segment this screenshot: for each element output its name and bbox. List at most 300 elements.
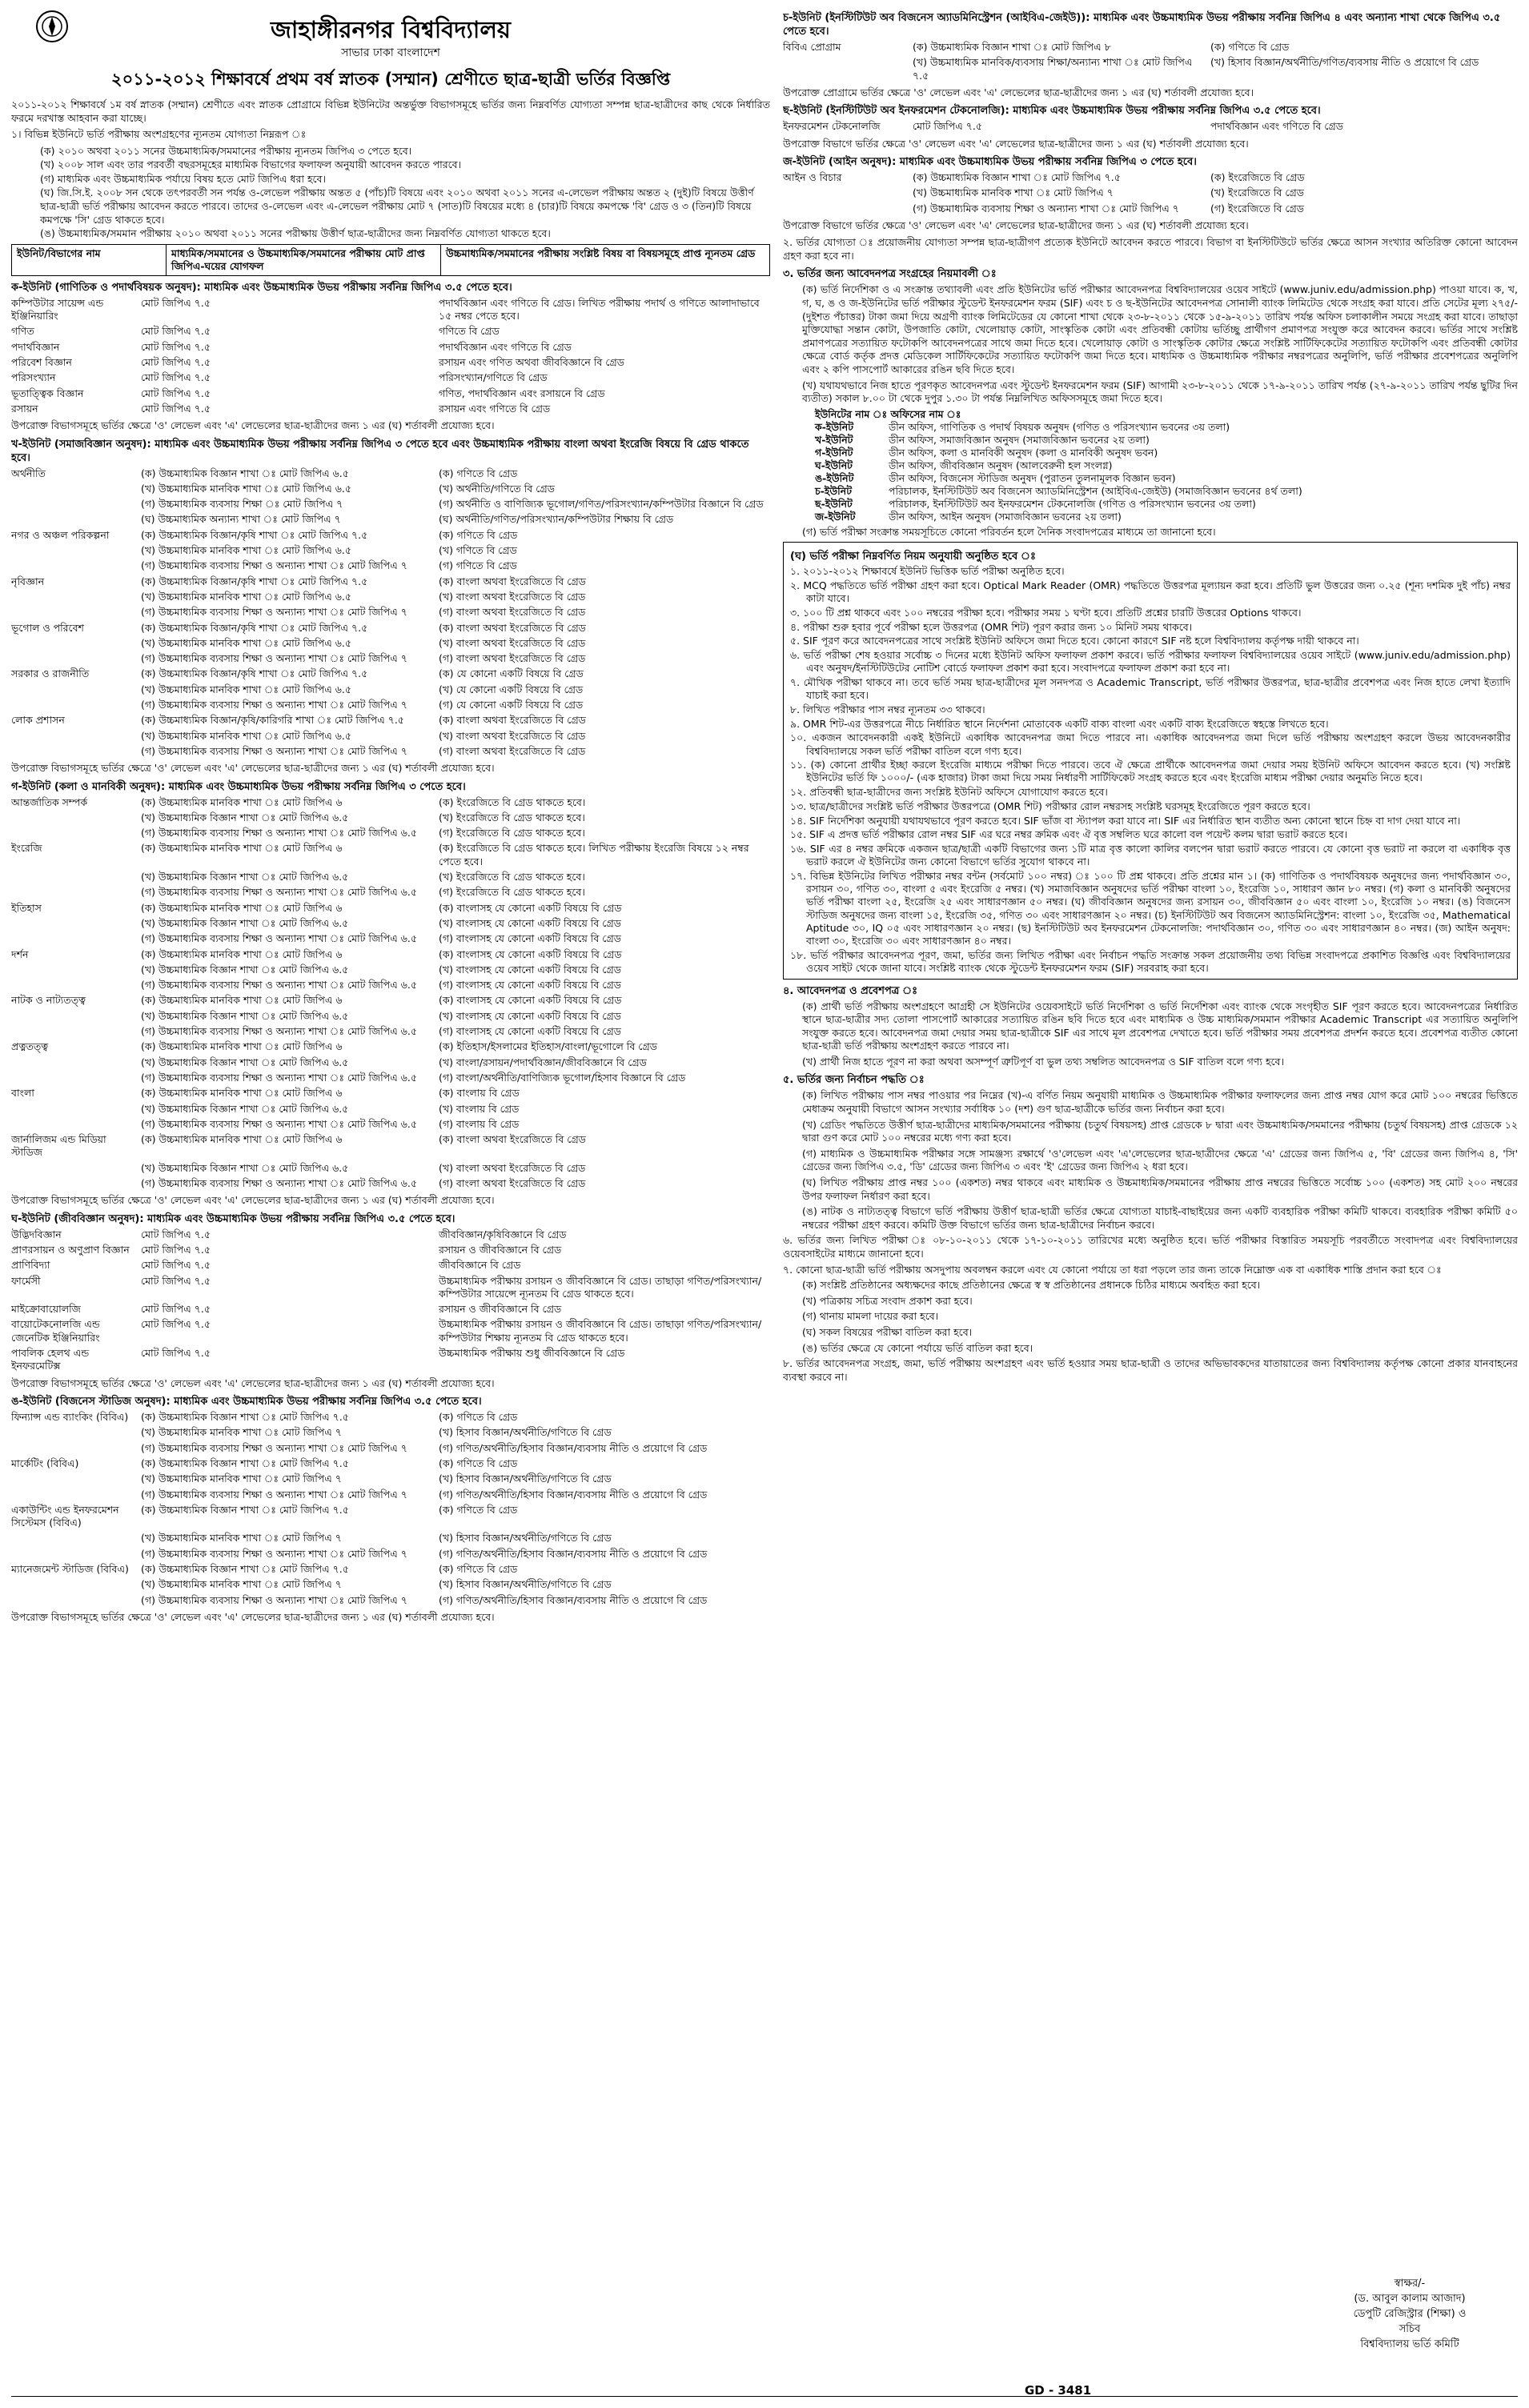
- grade-requirement: (গ) বাংলা অথবা ইংরেজিতে বি গ্রেড: [439, 652, 586, 665]
- department-name: [11, 683, 131, 696]
- grade-requirement: (গ) অর্থনীতি ও বাণিজ্যিক ভূগোল/গণিত/পরিসংখ্যান/কম্পিউটার বিজ্ঞানে বি গ্রেড: [439, 498, 764, 511]
- rule-item: ১০. একজন আবেদনকারী একই ইউনিটে একাধিক আবেদনপত্র জমা দিতে পারবে না। একাধিক আবেদনপত্র জমা দিলে ভর্তি পরীক্ষায় অংশগ্রহণ করলে উভয় আবেদনকারীর বিশ্ববিদ্যালয়ে সকল ভর্তি পরীক্ষা বাতিল বলে গণ্য হবে।: [790, 731, 1511, 757]
- selection-item: (ক) লিখিত পরীক্ষায় পাস নম্বর পাওয়ার পর নিম্নের (খ)-এ বর্ণিত নিয়ম অনুযায়ী মাধ্যমিক ও উচ্চমাধ্যমিক পরীক্ষার ফলাফলের জন্য প্রাপ্ত নম্বর যোগ করে মোট ১০০ নম্বরের ভিত্তিতে মেধাক্রম অনুযায়ী বিভাগে আসন সংখ্যার সর্বাধিক ১০ (দশ) গুণ ছাত্র-ছাত্রীকে ভর্তির জন্য নির্বাচন করা হবে।: [802, 1089, 1518, 1116]
- gpa-requirement: (খ) উচ্চমাধ্যমিক মানবিক শাখা ঃ মোট জিপিএ ৭: [141, 1472, 342, 1485]
- table-row: [11, 1472, 770, 1485]
- grade-requirement: (গ) গণিত/অর্থনীতি/হিসাব বিজ্ঞান/ব্যবসায় নীতি ও প্রয়োগে বি গ্রেড: [439, 1593, 708, 1606]
- table-row: [11, 1118, 770, 1131]
- table-row: [11, 575, 770, 588]
- department-name: বায়োটেকনোলজি এন্ড জেনেটিক ইঞ্জিনিয়ারিং: [11, 1318, 100, 1344]
- gpa-requirement: (খ) উচ্চমাধ্যমিক বিজ্ঞান শাখা ঃ মোট জিপিএ ৬.৫: [141, 811, 349, 823]
- table-row: [11, 1426, 770, 1439]
- table-row: [11, 730, 770, 743]
- department-name: [11, 1072, 131, 1084]
- grade-requirement: (গ) গণিতে বি গ্রেড: [439, 559, 517, 572]
- point-4a: (ক) প্রার্থী ভর্তি পরীক্ষায় অংশগ্রহণে আগ্রহী সে ইউনিটের ওয়েবসাইটে ভর্তি নির্দেশিকা ও ভর্তি নির্দেশিকা এবং ব্যাংক থেকে সংগৃহীত SIF পূরণ করতে হবে। আবেদনপত্রের নির্ধারিত স্থানে ছাত্র-ছাত্রীর সদ্য তোলা পাসপোর্ট আকারের সত্যায়িত রঙিন ছবি দিতে হবে এবং মাধ্যমিক ও উচ্চ মাধ্যমিক/সমমান পরীক্ষার Academic Transcript এর সত্যায়িত অনুলিপি সংযুক্ত করতে হবে। আবেদনপত্র জমা দেয়ার সময় ছাত্র-ছাত্রীকে SIF এর সাথে মূল প্রবেশপত্র দেখাতে হবে। ভর্তি পরীক্ষার সময় প্রবেশপত্র প্রদর্শন করতে হবে। প্রবেশপত্র ব্যতীত কোনো ছাত্র-ছাত্রী ভর্তি পরীক্ষায় অংশগ্রহণ করতে পারবে না।: [802, 1000, 1518, 1052]
- department-name: গণিত: [11, 325, 34, 338]
- unit-title: ঘ-ইউনিট (জীববিজ্ঞান অনুষদ): মাধ্যমিক এবং উচ্চমাধ্যমিক উভয় পরীক্ষায় সর্বনিম্ন জিপিএ ৩.৫ পেতে হবে।: [11, 1212, 455, 1225]
- table-row: [11, 1056, 770, 1069]
- gpa-requirement: (ক) উচ্চমাধ্যমিক বিজ্ঞান/কৃষি শাখা ঃ মোট জিপিএ ৭.৫: [141, 667, 368, 680]
- department-name: মার্কেটিং (বিবিএ): [11, 1456, 79, 1469]
- right-column: [783, 6, 1518, 2397]
- gpa-requirement: (ক) উচ্চমাধ্যমিক মানবিক শাখা ঃ মোট জিপিএ ৬: [141, 948, 343, 960]
- office-row: [815, 511, 1518, 523]
- gpa-requirement: (গ) উচ্চমাধ্যমিক ব্যবসায় শিক্ষা ও অন্যান্য শাখা ঃ মোট জিপিএ ৭: [141, 698, 407, 711]
- gpa-requirement: (খ) উচ্চমাধ্যমিক মানবিক/ব্যবসায় শিক্ষা/অন্যান্য শাখা ঃ মোট জিপিএ ৭.৫: [913, 56, 1193, 82]
- gpa-requirement: (গ) উচ্চমাধ্যমিক ব্যবসায় শিক্ষা ও অন্যান্য শাখা ঃ মোট জিপিএ ৭: [913, 202, 1179, 214]
- table-row: [11, 811, 770, 824]
- department-name: [11, 1056, 131, 1069]
- department-name: নাটক ও নাট্যতত্ত্ব: [11, 994, 86, 1007]
- grade-requirement: (ক) যে কোনো একটি বিষয়ে বি গ্রেড: [439, 667, 584, 680]
- table-row: [11, 622, 770, 635]
- unit-section: [11, 1395, 770, 1624]
- table-row: [783, 202, 1518, 215]
- grade-requirement: (খ) ইংরেজিতে বি গ্রেড থাকতে হবে।: [439, 811, 585, 823]
- department-name: নৃবিজ্ঞান: [11, 575, 45, 587]
- gpa-requirement: (খ) উচ্চমাধ্যমিক মানবিক শাখা ঃ মোট জিপিএ ৬.৫: [141, 544, 352, 557]
- gpa-requirement: (ক) উচ্চমাধ্যমিক মানবিক শাখা ঃ মোট জিপিএ ৬: [141, 795, 343, 808]
- grade-requirement: (খ) বাংলা অথবা ইংরেজিতে বি গ্রেড: [439, 729, 586, 742]
- table-row: [11, 637, 770, 650]
- department-name: [11, 637, 131, 650]
- table-row: [11, 964, 770, 976]
- office-name: ডীন অফিস, গাণিতিক ও পদার্থ বিষয়ক অনুষদ (গণিত ও পরিসংখ্যান ভবনের ৩য় তলা): [889, 420, 1230, 433]
- gpa-requirement: (গ) উচ্চমাধ্যমিক ব্যবসায় শিক্ষা ও অন্যান্য শাখা ঃ মোট জিপিএ ৬.৫: [141, 886, 417, 899]
- grade-requirement: (ক) গণিতে বি গ্রেড: [1210, 41, 1290, 53]
- department-name: [11, 652, 131, 665]
- gpa-requirement: মোট জিপিএ ৭.৫: [141, 296, 211, 309]
- grade-requirement: রসায়ন ও জীববিজ্ঞানে বি গ্রেড: [439, 1303, 562, 1316]
- grade-requirement: (ক) বাংলাসহ যে কোনো একটি বিষয়ে বি গ্রেড: [439, 994, 622, 1007]
- gpa-requirement: (গ) উচ্চমাধ্যমিক ব্যবসায় শিক্ষা ও অন্যান্য শাখা ঃ মোট জিপিএ ৬.৫: [141, 979, 417, 992]
- signature-mark: স্বাক্ষর/-: [1394, 2278, 1426, 2290]
- office-unit: ঙ-ইউনিট: [815, 471, 854, 484]
- unit-note: উপরোক্ত বিভাগসমূহে ভর্তির ক্ষেত্রে 'ও' লেভেল এবং 'এ' লেভেলের ছাত্র-ছাত্রীদের জন্য ১ এর (ঘ) শর্তাবলী প্রযোজ্য হবে।: [11, 419, 495, 432]
- table-row: [11, 467, 770, 480]
- offices-list: [815, 421, 1518, 523]
- table-row: [11, 1303, 770, 1316]
- table-row: [11, 1347, 770, 1373]
- gpa-requirement: (ক) উচ্চমাধ্যমিক মানবিক শাখা ঃ মোট জিপিএ ৬: [141, 1133, 343, 1146]
- unit-note: উপরোক্ত বিভাগসমূহে ভর্তির ক্ষেত্রে 'ও' লেভেল এবং 'এ' লেভেলের ছাত্র-ছাত্রীদের জন্য ১ এর (ঘ) শর্তাবলী প্রযোজ্য হবে।: [11, 1376, 495, 1389]
- table-row: [11, 513, 770, 526]
- eligibility-item: (ঙ) উচ্চমাধ্যমিক/সমমান পরীক্ষায় ২০১০ অথবা ২০১১ সনের পরীক্ষায় উত্তীর্ণ ছাত্র-ছাত্রীদের জন্য নিম্নবর্ণিত যোগ্যতা থাকতে হবে।: [40, 227, 551, 240]
- gpa-requirement: (ক) উচ্চমাধ্যমিক বিজ্ঞান/কৃষি শাখা ঃ মোট জিপিএ ৭.৫: [141, 528, 368, 541]
- point-3-title: ৩. ভর্তির জন্য আবেদনপত্র সংগ্রহের নিয়মাবলী ঃ: [783, 268, 997, 281]
- gpa-requirement: (খ) উচ্চমাধ্যমিক মানবিক শাখা ঃ মোট জিপিএ ৬.৫: [141, 636, 352, 649]
- grade-requirement: (গ) ইংরেজিতে বি গ্রেড থাকতে হবে।: [439, 886, 585, 899]
- gd-number: GD - 3481: [1025, 2383, 1092, 2398]
- gpa-requirement: মোট জিপিএ ৭.৫: [141, 340, 211, 353]
- unit-chh-note: উপরোক্ত বিভাগে ভর্তির ক্ষেত্রে 'ও' লেভেল এবং 'এ' লেভেলের ছাত্র-ছাত্রীদের জন্য ১ এর (ঘ) শর্তাবলী প্রযোজ্য হবে।: [783, 137, 1249, 150]
- gpa-requirement: (ক) উচ্চমাধ্যমিক মানবিক শাখা ঃ মোট জিপিএ ৬: [141, 901, 343, 914]
- university-address: সাভার ঢাকা বাংলাদেশ: [341, 46, 440, 59]
- gpa-requirement: মোট জিপিএ ৭.৫: [141, 1347, 211, 1360]
- department-name: রসায়ন: [11, 402, 38, 415]
- unit-note: উপরোক্ত বিভাগসমূহে ভর্তির ক্ষেত্রে 'ও' লেভেল এবং 'এ' লেভেলের ছাত্র-ছাত্রীদের জন্য ১ এর (ঘ) শর্তাবলী প্রযোজ্য হবে।: [11, 1194, 495, 1207]
- table-row: [11, 1442, 770, 1455]
- department-name: [11, 1162, 131, 1175]
- department-name: [11, 483, 131, 495]
- department-name: প্রাণরসায়ন ও অণুপ্রাণ বিজ্ঞান: [11, 1244, 130, 1256]
- gpa-requirement: (খ) উচ্চমাধ্যমিক মানবিক শাখা ঃ মোট জিপিএ ৬.৫: [141, 683, 352, 695]
- table-row: [11, 745, 770, 758]
- point-3a: (ক) ভর্তি নির্দেশিকা ও এ সংক্রান্ত তথ্যাবলী এবং প্রতি ইউনিটের ভর্তি পরীক্ষার আবেদনপত্র বিশ্ববিদ্যালয়ের ওয়েব সাইটে (www.juniv.edu/admission.php) পাওয়া যাবে। ক, খ, গ, ঘ, ঙ ও জ-ইউনিটের ভর্তি পরীক্ষার স্টুডেন্ট ইনফরমেশন ফরম (SIF) এবং চ ও ছ-ইউনিটের আবেদনপত্র সোনালী ব্যাংক লিমিটেড থেকে সংগ্রহ করা যাবে। প্রতি সেটের মূল্য ২৭৫/- (দুইশত পঁচাত্তর) টাকা জমা দিয়ে অগ্রণী ব্যাংক লিমিটেডের যে কোনো শাখা থেকে ২৩-৮-২০১১ থেকে ১৫-৯-২০১১ তারিখ পর্যন্ত অফিস চলাকালীন সময়ে সংগ্রহ করা যাবে। তাছাড়া মুক্তিযোদ্ধা সন্তান কোটা, উপজাতি কোটা, খেলোয়াড় কোটা, সাংস্কৃতিক কোটা এবং প্রতিবন্ধী কোটায় ভর্তিচ্ছু প্রার্থীগণ প্রমাণপত্র সংযুক্ত করে আবেদন করবে। ভর্তির সাথে সংশ্লিষ্ট প্রমাণপত্রের সত্যায়িত ফটোকপি আবেদনপত্রের সাথে জমা দিতে হবে। খেলোয়াড় কোটা ও সাংস্কৃতিক কোটার ক্ষেত্রে সংশ্লিষ্ট সার্টিফিকেটের সত্যায়িত ফটোকপি এবং প্রতিবন্ধী কোটার ক্ষেত্রে বোর্ড কর্তৃক প্রদত্ত মেডিকেল সার্টিফিকেটের সত্যায়িত ফটোকপি জমা দিতে হবে। মাধ্যমিক ও উচ্চমাধ্যমিক পরীক্ষার নম্বরপত্রের অনুলিপি, ভর্তি পরীক্ষার প্রবেশপত্রের অনুলিপি এবং ২ কপি পাসপোর্ট আকারের রঙিন ছবি দিতে হবে।: [802, 283, 1518, 376]
- signature-block: [1318, 2276, 1502, 2352]
- grade-requirement: রসায়ন এবং গণিতে বি গ্রেড: [439, 402, 551, 415]
- grade-requirement: (খ) হিসাব বিজ্ঞান/অর্থনীতি/গণিতে বি গ্রেড: [439, 1578, 612, 1591]
- department-name: ভূগোল ও পরিবেশ: [11, 621, 84, 634]
- gpa-requirement: মোট জিপিএ ৭.৫: [141, 325, 211, 338]
- unit-ch-title: চ-ইউনিট (ইনস্টিটিউট অব বিজনেস অ্যাডমিনিস্ট্রেশন (আইবিএ-জেইউ)): মাধ্যমিক এবং উচ্চমাধ্যমিক উভয় পরীক্ষায় সর্বনিম্ন জিপিএ ৪ এবং অন্যান্য শাখা থেকে জিপিএ ৩.৫ পেতে হবে।: [783, 12, 1501, 38]
- grade-requirement: (ক) গণিতে বি গ্রেড: [439, 528, 518, 541]
- department-name: [783, 56, 903, 82]
- gpa-requirement: (গ) উচ্চমাধ্যমিক ব্যবসায় শিক্ষা ও অন্যান্য শাখা ঃ মোট জিপিএ ৬.৫: [141, 1071, 417, 1084]
- office-unit: চ-ইউনিট: [815, 484, 853, 497]
- unit-note: উপরোক্ত বিভাগসমূহে ভর্তির ক্ষেত্রে 'ও' লেভেল এবং 'এ' লেভেলের ছাত্র-ছাত্রীদের জন্য ১ এর (ঘ) শর্তাবলী প্রযোজ্য হবে।: [11, 1610, 495, 1623]
- table-row: [11, 652, 770, 665]
- grade-requirement: জীববিজ্ঞানে বি গ্রেড: [439, 1259, 521, 1272]
- rule-item: ১১. (ক) কোনো প্রার্থীর ইচ্ছা করলে ইংরেজি মাধ্যমে পরীক্ষা দিতে পারবে। তবে ঐ ক্ষেত্রে প্রার্থীকে আবেদনপত্র জমা দেয়ার সময় ইউনিট অফিসে আবেদন করতে হবে। (খ) সংশ্লিষ্ট ইউনিটের ভর্তি ফি ১০০০/- (এক হাজার) টাকা জমা দিয়ে সময় নির্ধারণী সার্টিফিকেট সংগ্রহ করতে হবে এবং ইংরেজি মাধ্যম পরীক্ষা দেয়ার অনুমতি নিতে হবে।: [790, 759, 1511, 784]
- grade-requirement: গণিত, পদার্থবিজ্ঞান এবং রসায়নে বি গ্রেড: [439, 387, 605, 399]
- gpa-requirement: (গ) উচ্চমাধ্যমিক ব্যবসায় শিক্ষা ও অন্যান্য শাখা ঃ মোট জিপিএ ৬.৫: [141, 1025, 417, 1038]
- eligibility-heading: ১। বিভিন্ন ইউনিটে ভর্তি পরীক্ষায় অংশগ্রহণের ন্যূনতম যোগ্যতা নিম্নরূপ ঃ: [11, 128, 307, 140]
- unit-section: [11, 1212, 770, 1390]
- table-header-grade: উচ্চমাধ্যমিক/সমমানের পরীক্ষায় সংশ্লিষ্ট বিষয় বা বিষয়সমূহে প্রাপ্ত ন্যূনতম গ্রেড: [441, 244, 770, 275]
- department-name: মাইক্রোবায়োলজি: [11, 1303, 81, 1316]
- department-name: [11, 1594, 131, 1607]
- grade-requirement: উচ্চমাধ্যমিক পরীক্ষায় শুধু জীববিজ্ঞানে বি গ্রেড: [439, 1347, 625, 1360]
- grade-requirement: (খ) বাংলাসহ যে কোনো একটি বিষয়ে বি গ্রেড: [439, 916, 621, 929]
- department-name: পরিসংখ্যান: [11, 371, 56, 384]
- gpa-requirement: (ক) উচ্চমাধ্যমিক বিজ্ঞান/কৃষি শাখা ঃ মোট জিপিএ ৭.৫: [141, 575, 368, 587]
- gpa-requirement: (গ) উচ্চমাধ্যমিক ব্যবসায় শিক্ষা ও অন্যান্য শাখা ঃ মোট জিপিএ ৭: [141, 559, 407, 572]
- gpa-requirement: (গ) উচ্চমাধ্যমিক ব্যবসায় শিক্ষা ও অন্যান্য শাখা ঃ মোট জিপিএ ৬.৫: [141, 827, 417, 839]
- grade-requirement: পরিসংখ্যান/গণিতে বি গ্রেড: [439, 371, 548, 384]
- department-name: লোক প্রশাসন: [11, 714, 65, 727]
- gpa-requirement: মোট জিপিএ ৭.৫: [141, 1318, 211, 1331]
- department-name: জার্নালিজম এন্ড মিডিয়া স্টাডিজ: [11, 1133, 106, 1159]
- unit-rows: [11, 1228, 770, 1373]
- table-row: [11, 842, 770, 868]
- office-unit: ক-ইউনিট: [815, 420, 854, 433]
- gpa-requirement: (খ) উচ্চমাধ্যমিক মানবিক শাখা ঃ মোট জিপিএ ৭: [913, 186, 1114, 199]
- table-row: [11, 483, 770, 495]
- point-5-list: [802, 1089, 1518, 1232]
- grade-requirement: (ক) গণিতে বি গ্রেড: [439, 1456, 518, 1469]
- unit-chh-title: ছ-ইউনিট (ইনস্টিটিউট অব ইনফরমেশন টেকনোলজি): মাধ্যমিক এবং উচ্চমাধ্যমিক উভয় পরীক্ষায় সর্বনিম্ন জিপিএ ৩.৫ পেতে হবে।: [783, 105, 1321, 118]
- eligibility-item: (গ) মাধ্যমিক এবং উচ্চমাধ্যমিক পর্যায়ে বিষয় হতে মোট জিপিএ ধরা হবে।: [40, 172, 326, 185]
- office-name: ডীন অফিস, সমাজবিজ্ঞান অনুষদ (সমাজবিজ্ঞান ভবনের ২য় তলা): [889, 433, 1150, 446]
- gpa-requirement: (ক) উচ্চমাধ্যমিক বিজ্ঞান শাখা ঃ মোট জিপিএ ৭.৫: [141, 1411, 349, 1424]
- unit-section: [11, 780, 770, 1208]
- unit-chh-rows: [783, 120, 1518, 133]
- selection-item: (খ) গ্রেডিং পদ্ধতিতে উত্তীর্ণ ছাত্র-ছাত্রীদের মাধ্যমিক/সমমানের পরীক্ষায় (চতুর্থ বিষয়সহ) প্রাপ্ত গ্রেডকে ৮ দ্বারা এবং উচ্চমাধ্যমিক/সমমানের পরীক্ষায় (চতুর্থ বিষয়সহ) প্রাপ্ত গ্রেডকে ১২ দ্বারা গুণ করে মোট ১০০ নম্বরের মধ্যে গণ্য করা হবে।: [802, 1118, 1518, 1144]
- exam-rules-box: [783, 542, 1518, 979]
- department-name: আন্তর্জাতিক সম্পর্ক: [11, 795, 88, 808]
- grade-requirement: (ক) ইংরেজিতে বি গ্রেড থাকতে হবে। লিখিত পরীক্ষায় ইংরেজি বিষয়ে ১২ নম্বর পেতে হবে।: [439, 842, 749, 867]
- table-row: [11, 1259, 770, 1272]
- grade-requirement: (ক) বাংলা অথবা ইংরেজিতে বি গ্রেড: [439, 1133, 586, 1146]
- point-6: ৬. ভর্তির জন্য লিখিত পরীক্ষা ঃ ০৮-১০-২০১১ থেকে ১৭-১০-২০১১ তারিখের মধ্যে অনুষ্ঠিত হবে। ভর্তি পরীক্ষার বিস্তারিত সময়সূচি পরবর্তীতে সংবাদপত্র এবং বিশ্ববিদ্যালয়ের ওয়েবসাইটের মাধ্যমে জানানো হবে।: [783, 1234, 1518, 1260]
- gpa-requirement: (খ) উচ্চমাধ্যমিক বিজ্ঞান শাখা ঃ মোট জিপিএ ৬.৫: [141, 1102, 349, 1115]
- gpa-requirement: (ক) উচ্চমাধ্যমিক বিজ্ঞান শাখা ঃ মোট জিপিএ ৬.৫: [141, 467, 349, 479]
- gpa-requirement: (খ) উচ্চমাধ্যমিক বিজ্ঞান শাখা ঃ মোট জিপিএ ৬.৫: [141, 871, 349, 883]
- grade-requirement: (গ) বাংলা অথবা ইংরেজিতে বি গ্রেড: [439, 606, 586, 619]
- gpa-requirement: মোট জিপিএ ৭.৫: [141, 1244, 211, 1256]
- office-unit: গ-ইউনিট: [815, 446, 853, 459]
- grade-requirement: (গ) বাংলা/অর্থনীতি/বাণিজ্যিক ভূগোল/হিসাব বিজ্ঞানে বি গ্রেড: [439, 1071, 686, 1084]
- rule-item: ১৫. SIF এ প্রদত্ত ভর্তি পরীক্ষার রোল নম্বর SIF এর ঘরে নম্বর ক্রমিক এবং ঐ বৃত্ত সম্বলিত ঘরে কালো বল পয়েন্ট কলম দ্বারা ভরাট করতে হবে।: [790, 828, 1348, 841]
- university-name: জাহাঙ্গীরনগর বিশ্ববিদ্যালয়: [270, 16, 512, 43]
- office-row: [815, 447, 1518, 459]
- department-name: ফিন্যান্স এন্ড ব্যাংকিং (বিবিএ): [11, 1411, 129, 1424]
- point-7: ৭. কোনো ছাত্র-ছাত্রী ভর্তি পরীক্ষায় অসদুপায় অবলম্বন করলে এবং যে কোনো পর্যায়ে তা ধরা পড়লে তার জন্য তাকে নিম্নোক্ত এক বা একাধিক শাস্তি প্রদান করা হবে ঃ: [783, 1263, 1442, 1276]
- department-name: পরিবেশ বিজ্ঞান: [11, 355, 72, 368]
- table-row: [11, 1275, 770, 1301]
- table-row: [783, 120, 1518, 133]
- grade-requirement: (ক) ইতিহাস/ইসলামের ইতিহাস/বাংলা/ভূগোলে বি গ্রেড: [439, 1040, 657, 1053]
- table-row: [11, 559, 770, 572]
- grade-requirement: পদার্থবিজ্ঞান এবং গণিতে বি গ্রেড: [439, 340, 572, 353]
- table-row: [11, 1532, 770, 1545]
- table-row: [11, 979, 770, 992]
- table-row: [11, 1563, 770, 1576]
- rule-item: ৮. লিখিত পরীক্ষার পাস নম্বর ন্যূনতম ৩৩ থাকবে।: [790, 703, 985, 715]
- point-7-list: [802, 1279, 1518, 1355]
- table-row: [11, 1025, 770, 1038]
- gpa-requirement: (ক) উচ্চমাধ্যমিক মানবিক শাখা ঃ মোট জিপিএ ৬: [141, 842, 343, 855]
- grade-requirement: (গ) ইংরেজিতে বি গ্রেড থাকতে হবে।: [439, 827, 585, 839]
- table-row: [11, 1548, 770, 1561]
- office-row: [815, 472, 1518, 485]
- table-row: [11, 917, 770, 930]
- office-name: ডীন অফিস, জীববিজ্ঞান অনুষদ (আলবেরুনী হল সংলগ্ন): [889, 459, 1113, 471]
- table-row: [11, 1411, 770, 1424]
- gpa-requirement: (ঘ) উচ্চমাধ্যমিক অন্যান্য শাখা ঃ মোট জিপিএ ৭: [141, 513, 341, 526]
- department-name: [11, 1442, 131, 1455]
- rule-item: ১. ২০১১-২০১২ শিক্ষাবর্ষে ইউনিট ভিত্তিক ভর্তি পরীক্ষা অনুষ্ঠিত হবে।: [790, 565, 1065, 578]
- gpa-requirement: মোট জিপিএ ৭.৫: [141, 1303, 211, 1316]
- table-row: [11, 714, 770, 727]
- rule-item: ১৭. বিভিন্ন ইউনিটের লিখিত পরীক্ষার নম্বর বন্টন (সর্বমোট ১০০ নম্বর) ঃ ১০০ টি প্রশ্ন থাকবে। প্রতি প্রশ্নের মান ১। (ক) গাণিতিক ও পদার্থবিষয়ক অনুষদের জন্য পদার্থবিজ্ঞান ৩০, রসায়ন ৩০, গণিত ৩০, বাংলা ৫ এবং ইংরেজি ৫ নম্বর। (খ) সমাজবিজ্ঞান অনুষদের ভর্তি পরীক্ষা বাংলা ১০, ইংরেজি ১০, সাধারণ জ্ঞান ৮০ নম্বর। (গ) কলা ও মানবিকী অনুষদের ভর্তি পরীক্ষা বাংলা ২৫, ইংরেজি ২৫ এবং সাধারণজ্ঞান ৫০ নম্বর। (ঘ) জীববিজ্ঞান অনুষদের জন্য রসায়ন ৩০, জীববিজ্ঞান ৫০ এবং বাংলা ১০, ইংরেজি ১০ নম্বর। (ঙ) বিজনেস স্টাডিজ অনুষদের জন্য বাংলা ১৫, ইংরেজি ৩৫, গণিত ৩০ এবং সাধারণজ্ঞান ২০ নম্বর। (চ) ইনস্টিটিউট অব বিজনেস অ্যাডমিনিস্ট্রেশন: বাংলা ১০, ইংরেজি ৩৫, Mathematical Aptitude ৩০, IQ ০৫ এবং সাধারণজ্ঞান ২০ নম্বর। (ছ) ইনস্টিটিউট অব ইনফরমেশন টেকনোলজি: পদার্থবিজ্ঞান ৩০, গণিত ৩০ এবং সাধারণজ্ঞান ৪০ নম্বর। (জ) আইন অনুষদ: বাংলা ৩০, ইংরেজি ৩০ এবং সাধারণজ্ঞান ৪০ নম্বর।: [790, 869, 1511, 947]
- department-name: [11, 886, 131, 899]
- office-unit: ছ-ইউনিট: [815, 497, 853, 510]
- gpa-requirement: মোট জিপিএ ৭.৫: [141, 371, 211, 384]
- department-name: [11, 932, 131, 945]
- gpa-requirement: (ক) উচ্চমাধ্যমিক বিজ্ঞান শাখা ঃ মোট জিপিএ ৭.৫: [913, 171, 1121, 183]
- office-row: [815, 421, 1518, 434]
- gpa-requirement: (ক) উচ্চমাধ্যমিক বিজ্ঞান শাখা ঃ মোট জিপিএ ৭.৫: [141, 1503, 349, 1516]
- eligibility-section: [11, 128, 770, 241]
- rule-item: ৭. মৌখিক পরীক্ষা থাকবে না। তবে ভর্তি সময় ছাত্র-ছাত্রীদের মূল সনদপত্র ও Academic Transcript, ভর্তি পরীক্ষার উত্তরপত্র, ছাত্র-ছাত্রীর প্রবেশপত্র এবং নিজ হাতে লেখা ইত্যাদি যাচাই করা হবে।: [790, 676, 1511, 702]
- penalty-item: (গ) থানায় মামলা দায়ের করা হবে।: [802, 1310, 939, 1323]
- table-row: [11, 1228, 770, 1241]
- table-row: [11, 1578, 770, 1591]
- selection-item: (ঙ) নাটক ও নাট্যতত্ত্ব বিভাগে ভর্তি পরীক্ষায় উত্তীর্ণ ছাত্র-ছাত্রী ভর্তির ক্ষেত্রে যোগ্যতা যাচাই-বাছাইয়ের জন্য একটি ব্যবহারিক পরীক্ষা কমিটি থাকবে। ব্যবহারিক পরীক্ষা কমিটি ৫০ নম্বরের পরীক্ষা গ্রহণ করবে। কমিটি উক্ত বিভাগে ভর্তির জন্য ছাত্র-ছাত্রীদের নির্বাচন করবে।: [802, 1205, 1518, 1231]
- grade-requirement: গণিতে বি গ্রেড: [439, 325, 500, 338]
- department-name: [11, 1025, 131, 1038]
- table-row: [11, 1488, 770, 1501]
- grade-requirement: (ক) বাংলাসহ যে কোনো একটি বিষয়ে বি গ্রেড: [439, 948, 622, 960]
- rule-item: ৫. SIF পূরণ করে আবেদনপত্রের সাথে সংশ্লিষ্ট ইউনিট অফিসে জমা দিতে হবে। কোনো কারণে SIF নষ্ট হলে বিশ্ববিদ্যালয় কর্তৃপক্ষ দায়ী থাকবে না।: [790, 635, 1359, 647]
- gpa-requirement: (খ) উচ্চমাধ্যমিক মানবিক শাখা ঃ মোট জিপিএ ৭: [141, 1532, 342, 1545]
- department-name: [11, 699, 131, 711]
- point-2: ২. ভর্তির যোগ্যতা ঃ প্রয়োজনীয় যোগ্যতা সম্পন্ন ছাত্র-ছাত্রীগণ প্রত্যেক ইউনিটে আবেদন করতে পারবে। বিভাগ বা ইনস্টিটিউটে ভর্তির ক্ষেত্রে আসন সংখ্যার অতিরিক্ত কোনো আবেদন গ্রহণ করা হবে না।: [783, 236, 1518, 262]
- table-header-gpa: মাধ্যমিক/সমমানের ও উচ্চমাধ্যমিক/সমমানের পরীক্ষায় মোট প্রাপ্ত জিপিএ-ঘয়ের যোগফল: [167, 244, 441, 275]
- point-4b: (খ) প্রার্থী নিজ হাতে পূরণ না করা অথবা অসম্পূর্ণ ত্রুটিপূর্ণ বা ভুল তথ্য সম্বলিত আবেদনপত্র ও SIF বাতিল বলে গণ্য হবে।: [802, 1055, 1284, 1068]
- table-row: [11, 371, 770, 384]
- point-8: ৮. ভর্তির আবেদনপত্র সংগ্রহ, জমা, ভর্তি পরীক্ষায় অংশগ্রহণ এবং ভর্তি হওয়ার সময় ছাত্র-ছাত্রী ও তাদের অভিভাবকদের যাতায়াতের জন্য বিশ্ববিদ্যালয় কর্তৃপক্ষ কোনো প্রকার যানবাহনের ব্যবস্থা করবে না।: [783, 1357, 1518, 1383]
- department-name: [11, 1578, 131, 1591]
- table-row: [11, 1318, 770, 1344]
- grade-requirement: (গ) বাংলা অথবা ইংরেজিতে বি গ্রেড: [439, 744, 586, 757]
- department-name: [11, 827, 131, 839]
- department-name: [11, 730, 131, 743]
- unit-j-rows: [783, 171, 1518, 215]
- gpa-requirement: মোট জিপিএ ৭.৫: [141, 402, 211, 415]
- table-row: [11, 827, 770, 839]
- gpa-requirement: (ক) উচ্চমাধ্যমিক বিজ্ঞান শাখা ঃ মোট জিপিএ ৭.৫: [141, 1563, 349, 1576]
- gpa-requirement: (খ) উচ্চমাধ্যমিক বিজ্ঞান শাখা ঃ মোট জিপিএ ৬.৫: [141, 916, 349, 929]
- rules-title: (ঘ) ভর্তি পরীক্ষা নিম্নবর্ণিত নিয়ম অনুযায়ী অনুষ্ঠিত হবে ঃ: [790, 551, 1036, 563]
- grade-requirement: (গ) বাংলা অথবা ইংরেজিতে বি গ্রেড: [439, 1177, 586, 1189]
- selection-item: (ঘ) লিখিত পরীক্ষায় প্রাপ্ত নম্বর ১০০ (একশত) নম্বর থাকবে এবং মাধ্যমিক ও উচ্চমাধ্যমিক/সমমানের পরীক্ষায় প্রাপ্ত নম্বরের ভিত্তিতে সর্বোচ্চ ১০০ (একশত) সহ মোট ২০০ নম্বরের উপর ফলাফল নির্ধারণ করা হবে।: [802, 1176, 1518, 1202]
- left-column: [11, 6, 770, 2397]
- department-name: দর্শন: [11, 948, 29, 960]
- table-row: [11, 529, 770, 542]
- department-name: [11, 1472, 131, 1485]
- department-name: প্রাণিবিদ্যা: [11, 1259, 50, 1272]
- table-row: [11, 1244, 770, 1256]
- table-row: [783, 41, 1518, 54]
- gpa-requirement: (ক) উচ্চমাধ্যমিক মানবিক শাখা ঃ মোট জিপিএ ৬: [141, 994, 343, 1007]
- grade-requirement: (গ) গণিত/অর্থনীতি/হিসাব বিজ্ঞান/ব্যবসায় নীতি ও প্রয়োগে বি গ্রেড: [439, 1547, 708, 1560]
- gpa-requirement: মোট জিপিএ ৭.৫: [913, 120, 982, 133]
- penalty-item: (ঙ) ভর্তির ক্ষেত্রে যে কোনো পর্যায়ে ভর্তি বাতিল করা হবে।: [802, 1341, 1033, 1354]
- rule-item: ১২. প্রতিবন্ধী ছাত্র-ছাত্রীদের জন্য সংশ্লিষ্ট ইউনিট অফিসে যোগাযোগ করতে হবে।: [790, 786, 1108, 799]
- signatory-name: (ড. আবুল কালাম আজাদ): [1354, 2293, 1466, 2305]
- department-name: [11, 917, 131, 930]
- gpa-requirement: (গ) উচ্চমাধ্যমিক ব্যবসায় শিক্ষা ও অন্যান্য শাখা ঃ মোট জিপিএ ৭: [141, 606, 407, 619]
- department-name: পদার্থবিজ্ঞান: [11, 340, 60, 353]
- grade-requirement: জীববিজ্ঞান/কৃষিবিজ্ঞানে বি গ্রেড: [439, 1228, 567, 1240]
- table-row: [783, 171, 1518, 184]
- rule-item: ১৬. SIF এর ৪ নম্বর ক্রমিকে একজন ছাত্র/ছাত্রী একটি বিভাগের জন্য ১টি মাত্র বৃত্ত কালো কালির বলপেন দ্বারা ভরাট করতে পারবে। যে কোনো বৃত্ত ভরাট না করলে বা একাধিক বৃত্ত ভরাট করলে ঐ ইউনিটের জন্য কোনো বিভাগে ভর্তির সুযোগ থাকবে না।: [790, 842, 1511, 868]
- grade-requirement: (ক) গণিতে বি গ্রেড: [439, 1563, 518, 1576]
- unit-j-note: উপরোক্ত বিভাগে ভর্তির ক্ষেত্রে 'ও' লেভেল এবং 'এ' লেভেলের ছাত্র-ছাত্রীদের জন্য ১ এর (ঘ) শর্তাবলী প্রযোজ্য হবে।: [783, 218, 1249, 231]
- grade-requirement: (খ) যে কোনো একটি বিষয়ে বি গ্রেড: [439, 683, 584, 695]
- grade-requirement: (ক) বাংলা অথবা ইংরেজিতে বি গ্রেড: [439, 621, 586, 634]
- rule-item: ২. MCQ পদ্ধতিতে ভর্তি পরীক্ষা গ্রহণ করা হবে। Optical Mark Reader (OMR) পদ্ধতিতে উত্তরপত্র মূল্যায়ন করা হবে। প্রতিটি ভুল উত্তরের জন্য ০.২৫ (শূন্য দশমিক দুই পাঁচ) নম্বর কাটা যাবে।: [790, 579, 1511, 605]
- gpa-requirement: (গ) উচ্চমাধ্যমিক ব্যবসায় শিক্ষা ও অন্যান্য শাখা ঃ মোট জিপিএ ৭: [141, 1441, 407, 1454]
- department-name: [11, 1488, 131, 1501]
- table-row: [11, 796, 770, 809]
- rule-item: ৪. পরীক্ষা শুরু হবার পূর্বে পরীক্ষা হলে উত্তরপত্র (OMR শিট) পূরণ করার জন্য ১০ মিনিট সময় থাকবে।: [790, 620, 1193, 633]
- office-name: ডীন অফিস, কলা ও মানবিকী অনুষদ (কলা ও মানবিকী অনুষদ ভবন): [889, 446, 1158, 459]
- department-name: [11, 1532, 131, 1545]
- gpa-requirement: (গ) উচ্চমাধ্যমিক ব্যবসায় শিক্ষা ও অন্যান্য শাখা ঃ মোট জিপিএ ৬.৫: [141, 1117, 417, 1130]
- gpa-requirement: (গ) উচ্চমাধ্যমিক ব্যবসায় শিক্ষা ও অন্যান্য শাখা ঃ মোট জিপিএ ৬.৫: [141, 1177, 417, 1189]
- department-name: বাংলা: [11, 1087, 34, 1100]
- gpa-requirement: (খ) উচ্চমাধ্যমিক মানবিক শাখা ঃ মোট জিপিএ ৬.৫: [141, 729, 352, 742]
- department-name: বিবিএ প্রোগ্রাম: [783, 41, 841, 53]
- gpa-requirement: (খ) উচ্চমাধ্যমিক মানবিক শাখা ঃ মোট জিপিএ ৭: [141, 1578, 342, 1591]
- eligibility-item: (ক) ২০১০ অথবা ২০১১ সনের উচ্চমাধ্যমিক/সমমানের পরীক্ষায় ন্যূনতম জিপিএ ৩ পেতে হবে।: [40, 144, 412, 157]
- department-name: [11, 979, 131, 992]
- department-name: ভূতাত্ত্বিক বিজ্ঞান: [11, 387, 84, 399]
- table-row: [11, 387, 770, 400]
- gpa-requirement: (খ) উচ্চমাধ্যমিক বিজ্ঞান শাখা ঃ মোট জিপিএ ৬.৫: [141, 1009, 349, 1022]
- unit-section: [11, 438, 770, 775]
- penalty-item: (ঘ) সকল বিষয়ের পরীক্ষা বাতিল করা হবে।: [802, 1325, 973, 1338]
- grade-requirement: পদার্থবিজ্ঞান এবং গণিতে বি গ্রেড: [1210, 120, 1343, 133]
- table-row: [11, 606, 770, 619]
- gpa-requirement: মোট জিপিএ ৭.৫: [141, 355, 211, 368]
- department-name: অর্থনীতি: [11, 467, 46, 479]
- office-name: ডীন অফিস, বিজনেস স্টাডিজ অনুষদ (পুরাতন তুলনামূলক বিজ্ঞান ভবন): [889, 471, 1176, 484]
- table-row: [11, 1010, 770, 1023]
- grade-requirement: (খ) বাংলা অথবা ইংরেজিতে বি গ্রেড: [439, 590, 586, 603]
- department-name: [11, 964, 131, 976]
- grade-requirement: (খ) বাংলাসহ যে কোনো একটি বিষয়ে বি গ্রেড: [439, 1009, 621, 1022]
- table-row: [11, 341, 770, 354]
- department-name: ইতিহাস: [11, 901, 42, 914]
- rule-item: ১৮. ভর্তি পরীক্ষার আবেদনপত্র পূরণ, জমা, ভর্তির জন্য লিখিত পরীক্ষা এবং নির্বাচন পদ্ধতি সংক্রান্ত সকল প্রয়োজনীয় তথ্য বিভিন্ন সংবাদপত্রে প্রকাশিত বিজ্ঞপ্তি এবং বিশ্ববিদ্যালয়ের ওয়েব সাইট থেকে জানা যাবে। সংশ্লিষ্ট ব্যাংক থেকে স্টুডেন্ট ইনফরমেশন ফরম (SIF) সরবরাহ করা হবে।: [790, 948, 1511, 974]
- table-row: [11, 1087, 770, 1100]
- grade-requirement: (খ) হিসাব বিজ্ঞান/অর্থনীতি/গণিতে বি গ্রেড: [439, 1426, 612, 1439]
- unit-rows: [11, 467, 770, 759]
- department-name: ইংরেজি: [11, 842, 42, 855]
- unit-title: গ-ইউনিট (কলা ও মানবিকী অনুষদ): মাধ্যমিক এবং উচ্চমাধ্যমিক উভয় পরীক্ষায় সর্বনিম্ন জিপিএ ৩ পেতে হবে।: [11, 780, 466, 793]
- grade-requirement: (খ) বাংলাসহ যে কোনো একটি বিষয়ে বি গ্রেড: [439, 963, 621, 976]
- table-row: [11, 699, 770, 711]
- table-row: [783, 186, 1518, 199]
- department-name: প্রত্নতত্ত্ব: [11, 1040, 49, 1053]
- table-row: [11, 871, 770, 883]
- point-3c: (গ) ভর্তি পরীক্ষা সংক্রান্ত সময়সূচিতে কোনো পরিবর্তন হলে দৈনিক সংবাদপত্রের মাধ্যমে তা জানানো হবে।: [802, 525, 1216, 538]
- signatory-title-3: বিশ্ববিদ্যালয় ভর্তি কমিটি: [1360, 2338, 1459, 2350]
- grade-requirement: (ক) গণিতে বি গ্রেড: [439, 1411, 518, 1424]
- table-row: [11, 1504, 770, 1530]
- department-name: [11, 606, 131, 619]
- bottom-rule: [11, 2396, 1518, 2397]
- selection-item: (গ) মাধ্যমিক ও উচ্চমাধ্যমিক পরীক্ষার সঙ্গে সামঞ্জস্য রক্ষার্থে 'ও'লেভেল এবং 'এ'লেভেলের ছাত্র-ছাত্রীদের ক্ষেত্রে 'এ' গ্রেডের জন্য জিপিএ ৫, 'বি' গ্রেডের জন্য জিপিএ ৪, 'সি' গ্রেডের জন্য জিপিএ ৩.৫, 'ডি' গ্রেডের জন্য জিপিএ ৩ এবং 'ই' গ্রেডের জন্য জিপিএ ২ ধরা হবে।: [802, 1147, 1518, 1173]
- office-row: [815, 459, 1518, 472]
- gpa-requirement: (ক) উচ্চমাধ্যমিক বিজ্ঞান শাখা ঃ মোট জিপিএ ৮: [913, 41, 1111, 53]
- unit-rows: [11, 1411, 770, 1607]
- table-row: [11, 1457, 770, 1470]
- department-name: [11, 811, 131, 824]
- table-row: [11, 683, 770, 696]
- office-unit: জ-ইউনিট: [815, 510, 856, 523]
- rule-item: ১৪. SIF নির্দেশিকা অনুযায়ী যথাযথভাবে পূরণ করতে হবে। SIF ভাঁজ বা স্ট্যাপল করা যাবে না। SIF এর নির্ধারিত স্থান ব্যতীত অন্য কোনো স্থানে চিহ্ন বা দাগ দেয়া যাবে না।: [790, 814, 1461, 827]
- grade-requirement: (খ) বাংলা/রসায়ন/পদার্থবিজ্ঞান/জীববিজ্ঞানে বি গ্রেড: [439, 1056, 647, 1068]
- eligibility-list: [40, 145, 770, 241]
- gpa-requirement: (গ) উচ্চমাধ্যমিক ব্যবসায় শিক্ষা ও অন্যান্য শাখা ঃ মোট জিপিএ ৭: [141, 1488, 407, 1500]
- gpa-requirement: (খ) উচ্চমাধ্যমিক বিজ্ঞান শাখা ঃ মোট জিপিএ ৬.৫: [141, 963, 349, 976]
- office-name: পরিচালক, ইনস্টিটিউট অব বিজনেস অ্যাডমিনিস্ট্রেশন (আইবিএ-জেইউ) (সমাজবিজ্ঞান ভবনের ৪র্থ তলা): [889, 484, 1302, 497]
- grade-requirement: (গ) বাংলাসহ যে কোনো একটি বিষয়ে বি গ্রেড: [439, 932, 621, 945]
- gpa-requirement: (খ) উচ্চমাধ্যমিক বিজ্ঞান শাখা ঃ মোট জিপিএ ৬.৫: [141, 1056, 349, 1068]
- grade-requirement: (খ) বাংলা অথবা ইংরেজিতে বি গ্রেড: [439, 1161, 586, 1174]
- table-row: [11, 1103, 770, 1116]
- grade-requirement: (ক) বাংলা অথবা ইংরেজিতে বি গ্রেড: [439, 714, 586, 727]
- grade-requirement: রসায়ন ও জীববিজ্ঞানে বি গ্রেড: [439, 1244, 562, 1256]
- table-row: [11, 1072, 770, 1084]
- department-name: [11, 871, 131, 883]
